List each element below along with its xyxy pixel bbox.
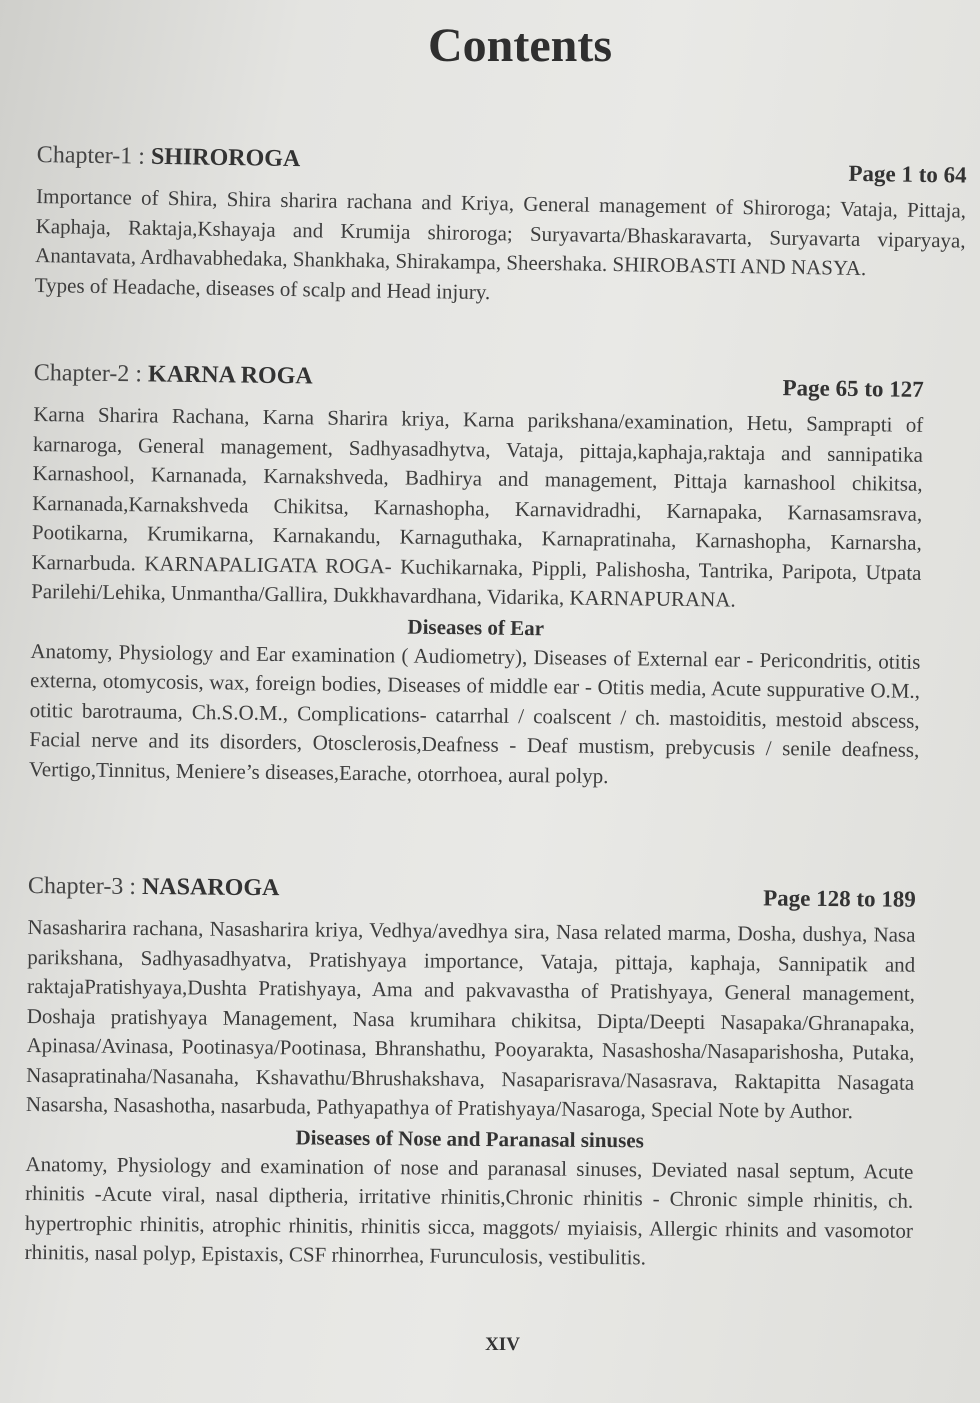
chapter-heading <box>28 873 916 921</box>
page-number: XIV <box>485 1334 520 1355</box>
chapter-paragraph: Types of Headache, diseases of scalp and Head injury. <box>34 272 491 304</box>
chapter-3 <box>25 873 916 1275</box>
chapter-paragraph: Karna Sharira Rachana, Karna Sharira kriya, Karna parikshana/examination, Hetu, Samprapti of karnaroga, General management, Sadhyasadhytva, Vataja, pittaja,kaphaja,raktaja and sannipatika Karnashool, Karnanada, Karnakshveda, Badhirya and management, Pittaja karnashool chikitsa, Karnanada,Karnakshveda Chikitsa, Karnashopha, Karnavidradhi, Karnapaka, Karnasamsrava, Pootikarna, Krumikarna, Karnakandu, Karnaguthaka, Karnapratinaha, Karnashopha, Karnarsha, Karnarbuda. KARNAPALIGATA ROGA- Kuchikarnaka, Pippli, Palishosha, Tantrika, Paripota, Utpata Parilehi/Lehika, Unmantha/Gallira, Dukkhavardhana, Vidarika, KARNAPURANA. <box>31 401 924 612</box>
section-paragraph: Anatomy, Physiology and examination of nose and paranasal sinuses, Deviated nasal septum, Acute rhinitis -Acute viral, nasal diptheria, irritative rhinitis,Chronic rhinitis - Chronic simple rhinitis, ch. hypertrophic rhinitis, atrophic rhinitis, rhinitis sicca, maggots/ myiaisis, Allergic rhinits and vasomotor rhinitis, nasal polyp, Epistaxis, CSF rhinorrhea, Furunculosis, vestibulitis. <box>24 1151 914 1270</box>
section-subheading: Diseases of Nose and Paranasal sinuses <box>295 1124 644 1152</box>
chapter-2 <box>29 360 924 795</box>
chapter-description <box>29 400 924 795</box>
chapter-label: Chapter-1 : SHIROROGA <box>36 142 301 173</box>
chapter-name: NASAROGA <box>141 873 280 902</box>
chapter-description <box>35 182 967 315</box>
section-subheading: Diseases of Ear <box>407 614 545 640</box>
chapter-page-range: Page 1 to 64 <box>848 160 967 188</box>
chapter-paragraph: Importance of Shira, Shira sharira rachana and Kriya, General management of Shiroroga; Vataja, Pittaja, Kaphaja, Raktaja,Kshayaja and Krumija shiroroga; Suryavarta/Bhaskaravarta, Suryavarta viparyaya, Anantavata, Ardhavabhedaka, Shankhaka, Shirakampa, Sheershaka. SHIROBASTI AND NASYA. <box>35 183 967 281</box>
chapter-1 <box>35 142 967 315</box>
section-paragraph: Anatomy, Physiology and Ear examination ( Audiometry), Diseases of External ear - Pericondritis, otitis externa, otomycosis, wax, foreign bodies, Diseases of middle ear - Otitis media, Acute suppurative O.M., otitic barotrauma, Ch.S.O.M., Complications- catarrhal / coalscent / ch. mastoiditis, mestoid abscess, Facial nerve and its disorders, Otosclerosis,Deafness - Deaf mustism, prebycusis / senile deafness, Vertigo,Tinnitus, Meniere’s diseases,Earache, otorrhoea, aural polyp. <box>28 638 921 788</box>
chapter-label: Chapter-2 : KARNA ROGA <box>33 360 313 390</box>
page-title: Contents <box>427 19 612 72</box>
chapter-name: SHIROROGA <box>150 143 301 173</box>
chapter-description <box>25 913 916 1275</box>
chapter-label: Chapter-3 : NASAROGA <box>27 873 280 902</box>
chapter-page-range: Page 128 to 189 <box>763 885 916 912</box>
chapter-name: KARNA ROGA <box>147 361 313 390</box>
chapter-paragraph: Nasasharira rachana, Nasasharira kriya, Vedhya/avedhya sira, Nasa related marma, Dosha, dushya, Nasa parikshana, Sadhyasadhyatva, Pratishyaya importance, Vataja, pittaja, kaphaja, Sannipatik and raktajaPratishyaya,Dushta Pratishyaya, Ama and pakvavastha of Pratishyaya, General management, Doshaja pratishyaya Management, Nasa krumihara chikitsa, Dipta/Deepti Nasapaka/Ghranapaka, Apinasa/Avinasa, Pootinasya/Pootinasa, Bhranshathu, Pooyarakta, Nasashosha/Nasaparishosha, Putaka, Nasapratinaha/Nasanaha, Kshavathu/Bhrushakshava, Nasaparisrava/Nasasrava, Raktapitta Nasagata Nasarsha, Nasashotha, nasarbuda, Pathyapathya of Pratishyaya/Nasaroga, Special Note by Author. <box>25 914 916 1124</box>
chapter-page-range: Page 65 to 127 <box>782 375 924 402</box>
